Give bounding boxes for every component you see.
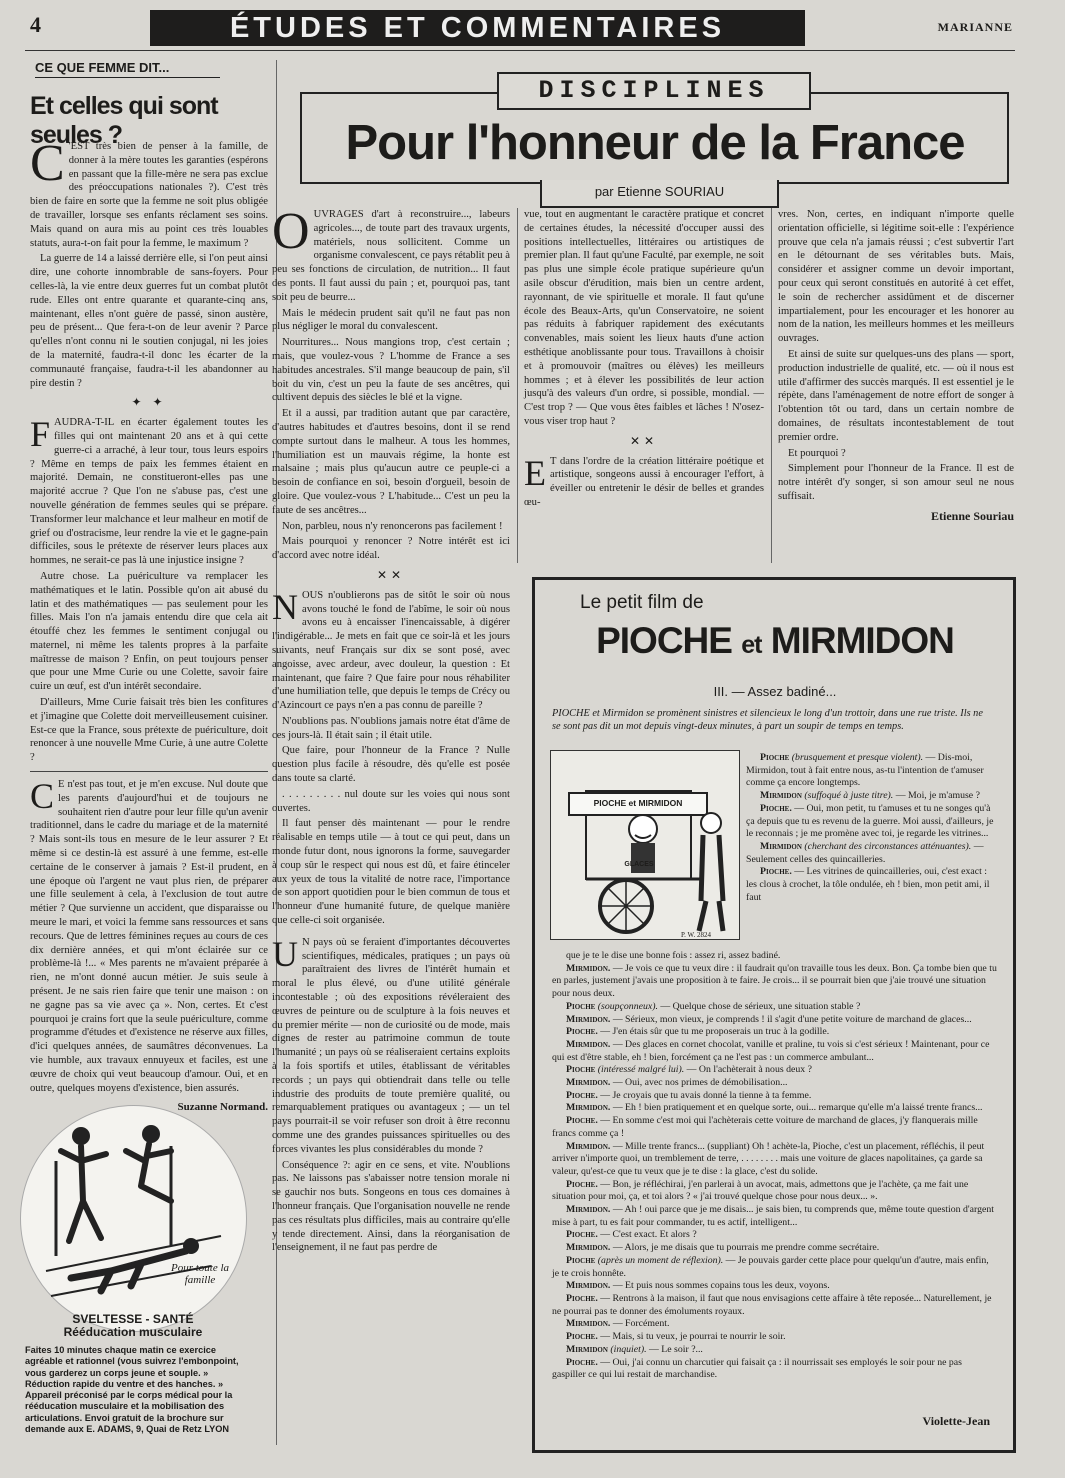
- paragraph: Et pourquoi ?: [788, 447, 846, 459]
- dialogue-line: [746, 841, 998, 866]
- film-title-mirmidon: MIRMIDON: [770, 620, 954, 661]
- dialogue-text: — Quelque chose de sérieux, une situation stable ?: [660, 1000, 861, 1012]
- dialogue-line: [552, 1229, 998, 1242]
- dialogue-text: — Alors, je me disais que tu pourrais me prendre comme secrétaire.: [612, 1242, 880, 1254]
- speaker-name: Mirmidon.: [566, 1038, 613, 1050]
- section-separator: ✕✕: [376, 567, 406, 582]
- speaker-name: Mirmidon.: [566, 1204, 613, 1216]
- dialogue-line: [552, 1115, 998, 1140]
- paragraph: E n'est pas tout, et je m'en excuse. Nul doute que les parents d'aujourd'hui et de toujours ne souhaitent rien d'autre pour leur fille qu'un avenir traditionnel, dans le cadre du mariage et de la maternité ? Mais sont-ils tous en mesure de le leur assurer ? Et même si ce destin-là est assuré à une femme, est-elle certaine de le conserver à jamais ? Est-il prudent, en une époque où l'argent ne vaut plus rien, de préparer une fille seulement à cela, à l'exclusion de tout autre métier ? Que survienne un accident, que disparaisse ou meure le mari, et voici la femme sans ressources et sans recours. Que de lettres féminines reçues au cours de ces dix dernière années, et qui m'ont éclairée sur ce problème-là !... « Mes parents ne m'avaient préparée à rien, ne m'ont donné aucun métier. Je suis seule à présent. Je ne sais rien faire que tenir une maison : on ne gagne pas sa vie avec ça ». Non, certes. Et c'est pourquoi je crains fort que la seule puériculture, comme programme d'études et d'existence ne réserve aux filles, d'ici quelques années, de saumâtres déconvenues. La vie humble, aux travaux ennuyeux et faciles, est une œuvre de choix qui veut beaucoup d'amour. Oui, et en outre, quelques moyens d'existence, bien assurés.: [30, 779, 268, 1094]
- speaker-name: Mirmidon.: [566, 1077, 613, 1089]
- section-stars: ✦ ✦: [131, 395, 167, 410]
- dialogue-line: [552, 1102, 998, 1115]
- dialogue-line: [746, 866, 998, 904]
- paragraph: OUS n'oublierons pas de sitôt le soir où nous avons touché le fond de l'abîme, le soir où nous avons eu à encaisser l'inencaissable, à digérer l'indigérable... Je mets en fait que ce soir-là et les jours suivants, neuf Français sur dix se sont posé, avec angoisse, avec ardeur, avec douleur, la question : Et maintenant, que faire ? Que faire pour nous réhabiliter d'une humiliation telle, que depuis le temps de Crécy ou d'Azincourt ce pays n'en a pas connu de pareille ?: [272, 589, 510, 712]
- section-banner: ÉTUDES ET COMMENTAIRES: [150, 10, 805, 46]
- left-title: Et celles qui sont seules ?: [30, 92, 218, 149]
- paragraph: Que faire, pour l'honneur de la France ? Nulle question plus facile à résoudre, dès qu'elle est posée dans toute sa clarté.: [272, 745, 510, 785]
- paragraph: vue, tout en augmentant le caractère pratique et concret de certaines études, la nécessité d'occuper aussi des positions intellectuelles, littéraires ou artistiques de premier plan. Il faut qu'une Faculté, par exemple, ne soit pas plus une simple école pratique supérieure qu'un asile obscur d'érudition, mais bien un centre ardent, rayonnant, de vie spirituelle et morale. Il faut qu'une école des Beaux-Arts, qu'un Conservatoire, ne soient pas réduits à fabriquer rapidement des exécutants convenables, mais soient les lieux hauts d'une action esthétique anoblissante pour tous. Travaillons à choisir et à promouvoir (maîtres ou élèves) les meilleurs hommes ; et à élever les possibilités de leur action jusqu'à des valeurs d'un ordre, si possible, mondial. — C'est trop ? — Que vous êtes faibles et lâches ! N'osez-vous viser trop haut ?: [524, 209, 764, 427]
- speaker-name: Mirmidon: [760, 790, 805, 802]
- dialogue-line: [552, 1204, 998, 1229]
- speaker-name: Pioche.: [566, 1178, 601, 1190]
- dialogue-text: — Je pouvais garder cette place pour quelqu'un d'autre, mais enfin, je te crois honnête.: [552, 1254, 989, 1279]
- page-number: 4: [30, 12, 41, 37]
- paragraph: Mais pourquoi y renoncer ? Notre intérêt est ici d'accord avec notre idéal.: [272, 536, 510, 562]
- paragraph: Conséquence ?: agir en ce sens, et vite. N'oublions pas. Ne laissons pas s'abaisser notre tension morale ni se gauchir nos buts. Songeons en tous ces domaines à l'honneur français. Que l'organisation nouvelle ne rende pas ces résultats plus difficiles, mais au contraire qu'elle y tende directement. Ainsi, dans la réorganisation de l'enseignement, il ne faut pas perdre de: [272, 1159, 510, 1254]
- dialogue-text: — Mille trente francs... (suppliant) Oh ! achète-la, Pioche, c'est un placement, réfléchis, il peut arriver n'importe quoi, un tremblement de terre, . . . . . . . . mais une voiture de glaces napolitaines, ça garde sa valeur, qu'est-ce que tu veux que je te dise : la glace, c'est du solide.: [552, 1140, 985, 1177]
- left-signature: Suzanne Normand.: [177, 1101, 268, 1114]
- dialogue-text: — Ah ! oui parce que je me disais... je sais bien, tu comprends que, même toute question d'argent mise à part, tu es fait pour commander, tu es actif, intelligent...: [552, 1204, 994, 1228]
- film-title-et: et: [741, 631, 762, 659]
- dialogue-line: [552, 963, 998, 1001]
- paragraph: Mais le médecin prudent sait qu'il ne faut pas non plus négliger le moral du convalescent.: [272, 307, 510, 333]
- dialogue-text: — En somme c'est moi qui l'achèterais cette voiture de marchand de glaces, j'y flanquerais mille francs comme ça !: [552, 1115, 978, 1139]
- dialogue-text: — Forcément.: [612, 1318, 670, 1330]
- drop-cap: F: [30, 414, 51, 455]
- dialogue-text: — Rentrons à la maison, il faut que nous envisagions cette affaire à tête reposée... Naturellement, je ne pourrai pas te donner des émoluments royaux.: [552, 1292, 992, 1317]
- dialogue-line: [552, 1357, 998, 1382]
- dialogue-line: [552, 1280, 998, 1293]
- speaker-name: Mirmidon: [760, 840, 805, 852]
- speaker-name: Mirmidon.: [566, 1318, 613, 1330]
- speaker-name: Pioche.: [566, 1115, 601, 1127]
- speaker-name: Mirmidon.: [566, 1102, 613, 1114]
- cart-sign: PIOCHE et MIRMIDON: [593, 798, 683, 808]
- dialogue-text: — Et puis nous sommes copains tous les deux, voyons.: [612, 1280, 830, 1292]
- article-column-2: [524, 208, 764, 563]
- paragraph: D'ailleurs, Mme Curie faisait très bien les confitures et j'imagine que Colette doit merveilleusement cuisiner. Est-ce que la France, sous prétexte de puériculture, doit renoncer à une nouvelle Mme Curie, à une autre Colette ?: [30, 697, 268, 764]
- dialogue-line: [552, 1001, 998, 1014]
- byline: par Etienne SOURIAU: [540, 180, 779, 208]
- stage-direction: (cherchant des circonstances atténuantes).: [804, 840, 974, 852]
- dialogue-text: — J'en étais sûr que tu me proposerais un truc à la godille.: [600, 1026, 830, 1038]
- stage-direction: (suffoqué à juste titre).: [804, 790, 896, 802]
- rubric: DISCIPLINES: [497, 72, 811, 110]
- speaker-name: Mirmidon: [566, 1343, 611, 1355]
- paragraph: UVRAGES d'art à reconstruire..., labeurs agricoles..., de toute part des travaux urgents, matériels, nous sollicitent. Comme un organisme convalescent, ce pays rétablit peu à peu ses fonctions de circulation, de nutrition... Il faut des ponts. Il faut aussi du pain ; et, pourquoi pas, tant soit peu de beurre...: [272, 209, 510, 303]
- film-dialogue: [552, 950, 998, 1410]
- film-episode: III. — Assez badiné...: [713, 684, 837, 699]
- film-title: [555, 620, 995, 662]
- film-dialogue-side: [746, 752, 998, 948]
- ad-title: SVELTESSE - SANTÉ: [72, 1312, 194, 1326]
- speaker-name: Pioche.: [566, 1229, 601, 1241]
- paragraph: Nourritures... Nous mangions trop, c'est certain ; mais, que voulez-vous ? L'homme de France a ses habitudes ancestrales. S'il mange beaucoup de pain, s'il boit du vin, c'est un peu la faute de ses ancêtres, qui cultivent depuis des siècles le blé et la vigne.: [272, 337, 510, 404]
- paragraph: AUDRA-T-IL en écarter également toutes les filles qui ont maintenant 20 ans et à qui cette guerre-ci a arraché, à leur tour, tous leurs espoirs ? Même en temps de paix les femmes étaient en majorité. Demain, ne constitueront-elles pas une majorité accrue ? Que l'on ne s'abuse pas, c'est une nouvelle génération de femmes seules qui se prépare. Transformer leur malchance et leur malheur en motif de grief ou d'ostracisme, leur rendre la vie et le gagne-pain difficiles, sous le prétexte de réserver leurs places aux hommes, ne serait-ce pas là une injustice insigne ?: [30, 417, 268, 567]
- dialogue-text: — Sérieux, mon vieux, je comprends ! il s'agit d'une petite voiture de marchand de glaces...: [612, 1013, 972, 1025]
- ice-cream-cart-icon: [551, 751, 739, 939]
- stage-direction: (intéressé malgré lui).: [597, 1064, 687, 1076]
- speaker-name: Pioche: [566, 1064, 598, 1076]
- stage-direction: (après un moment de réflexion).: [597, 1254, 726, 1266]
- dialogue-text: — Les vitrines de quincailleries, oui, c'est exact : les clous à crochet, la tôle ondulée, eh ! bien, mon petit ami, il faut: [746, 866, 990, 903]
- dialogue-text: que je te le dise une bonne fois : assez ri, assez badiné.: [566, 950, 781, 961]
- paragraph: Non, parbleu, nous n'y renoncerons pas facilement !: [282, 520, 503, 532]
- article-signature: Etienne Souriau: [930, 508, 1014, 523]
- cart-side-label: GLACES: [624, 861, 654, 868]
- dialogue-line: [552, 1344, 998, 1357]
- speaker-name: Pioche.: [760, 802, 795, 814]
- speaker-name: Mirmidon.: [566, 1140, 613, 1152]
- left-article-body: [30, 135, 268, 1114]
- paragraph: Il faut penser dès maintenant — pour le rendre réalisable en temps utile — à tout ce qui peut, dans un monde futur dont, nous ignorons la forme, sauvegarder à coup sûr le respect qui nous est dû, et faire étinceler aux yeux de tous la vitalité de notre race, l'importance de son apport quotidien pour le bien commun de tous et l'honneur d'une humanité future, de quelque manière que celle-ci soit organisée.: [272, 818, 510, 927]
- speaker-name: Pioche.: [566, 1331, 601, 1343]
- dialogue-text: — Seulement celles des quincailleries.: [746, 840, 984, 865]
- dialogue-text: — Bon, je réfléchirai, j'en parlerai à un avocat, mais, admettons que je l'achète, ça me fait une situation pour moi, ça, et toi alors ? « j'ai trouvé quelque chose pour nous deux... ».: [552, 1178, 969, 1203]
- exercise-illustration-icon: [21, 1106, 246, 1331]
- paragraph: T dans l'ordre de la création littéraire poétique et artistique, songeons aussi à encourager l'effort, à éveiller ou entretenir le désir de belles et grandes œu-: [524, 455, 764, 508]
- speaker-name: Mirmidon.: [566, 962, 613, 974]
- left-kicker: CE QUE FEMME DIT...: [35, 60, 220, 78]
- speaker-name: Pioche: [566, 1000, 598, 1012]
- ad-subtitle: Rééducation musculaire: [63, 1325, 203, 1339]
- dialogue-line: [746, 752, 998, 790]
- dialogue-text: — Oui, avec nos primes de démobilisation...: [612, 1077, 788, 1089]
- dialogue-text: — On l'achèterait à nous deux ?: [686, 1064, 812, 1076]
- dialogue-line: [552, 1014, 998, 1027]
- dialogue-text: — Je croyais que tu avais donné la tienne à ta femme.: [600, 1089, 812, 1101]
- speaker-name: Pioche.: [566, 1026, 601, 1038]
- drop-cap: O: [272, 203, 310, 260]
- drop-cap: C: [30, 776, 55, 817]
- stage-direction: (soupçonneux).: [597, 1000, 661, 1012]
- speaker-name: Pioche.: [566, 1292, 601, 1304]
- dialogue-line: [552, 1026, 998, 1039]
- dialogue-line: [552, 950, 998, 963]
- paragraph: La guerre de 14 a laissé derrière elle, si l'on peut ainsi dire, une cohorte innombrable de sans-foyers. Pour celles-là, la vie entre deux guerres fut un combat plutôt rude. Elles ont entre quarante et quarante-cinq ans, maintenant, elles n'ont guère de passé, sinon austère, peu de présent... Que fera-t-on de leur avenir ? Parce qu'elles n'ont connu ni le soutien conjugal, ni les joies de la maternité, faudra-t-il donc les écarter de la communauté française, faudra-t-il les abandonner au pire destin ?: [30, 253, 268, 389]
- dialogue-text: — Dis-moi, Mirmidon, tout à fait entre nous, as-tu l'intention de t'amuser comme ça encore longtemps.: [746, 752, 984, 789]
- photo-credit: P. W. 2824: [681, 931, 711, 939]
- dialogue-text: — Eh ! bien pratiquement et en quelque sorte, oui... remarque qu'elle m'a laissé trente francs...: [612, 1102, 983, 1114]
- dialogue-line: [552, 1318, 998, 1331]
- masthead: MARIANNE: [937, 20, 1013, 34]
- dialogue-text: — C'est exact. Et alors ?: [600, 1229, 697, 1241]
- dialogue-line: [552, 1331, 998, 1344]
- dialogue-text: — Je vois ce que tu veux dire : il faudrait qu'on travaille tous les deux. Bon. Ça tombe bien que tu en parles, justement j'avais une proposition à te faire. Je crois... il se pourrait bien que j'aie trouvé une situation pour nous deux.: [552, 962, 997, 1000]
- article-title: Pour l'honneur de la France: [345, 116, 965, 170]
- dialogue-text: — Mais, si tu veux, je pourrai te nourrir le soir.: [600, 1331, 786, 1343]
- drop-cap: U: [272, 933, 298, 974]
- dialogue-text: — Le soir ?...: [649, 1343, 703, 1355]
- dialogue-line: [552, 1242, 998, 1255]
- dialogue-line: [746, 803, 998, 841]
- speaker-name: Pioche.: [760, 866, 795, 878]
- paragraph: Autre chose. La puériculture va remplacer les mathématiques et le latin. Possible qu'on ait abusé du latin et des mathématiques — pas seulement pour les filles. Mais l'on n'a jamais entendu dire que cela ait étouffé chez les femmes le sentiment conjugal ou maternel, ni même les talents propres à la parfaite maîtresse de maison ? Enfin, on peut toujours penser que pour une Mme Curie ou une Colette, savoir faire cuire un œuf, est d'un intérêt secondaire.: [30, 570, 268, 693]
- drop-cap: C: [30, 135, 65, 192]
- dialogue-text: — Des glaces en cornet chocolat, vanille et praline, tu vois si c'est sérieux ! Maintenant, pour ce qui est d'être stable, eh ! bien, forcément ça ne l'est pas : un commerce ambulant...: [552, 1038, 990, 1063]
- speaker-name: Pioche.: [566, 1089, 601, 1101]
- paragraph: N pays où se feraient d'importantes découvertes scientifiques, médicales, pratiques ; un pays où paraîtraient des livres de l'intérêt humain et moral le plus élevé, ou d'une utilité générale incontestable ; où des expositions révéleraient des œuvres de peinture ou de sculpture à la fois neuves et du premier mérite — non de curiosité ou de mode, mais dignes de rester au patrimoine commun de toute l'humanité ; un pays où se réaliseraient certains exploits à la fois sportifs et utiles, établissant de véritables records ; un pays qui obtiendrait dans telle ou telle industrie des produits de toute première qualité, ou remarquablement pratiques ou avantageux ; — un tel pays pourrait-il se voir refuser son droit à être reconnu comme une des grandes puissances spirituelles ou des forces vivantes les plus considérables du monde ?: [272, 936, 510, 1155]
- ad-body: Faites 10 minutes chaque matin ce exercice agréable et rationnel (vous suivrez l'embonpoint, vous garderez un corps jeune et souple. » Réduction rapide du ventre et des hanches. » Appareil préconisé par le corps médical pour la rééducation musculaire et la mobilisation des articulations. Envoi gratuit de la brochure sur demande aux E. ADAMS, 9, Quai de Retz LYON: [25, 1345, 239, 1435]
- film-intro: PIOCHE et Mirmidon se promènent sinistres et silencieux le long d'un trottoir, dans une rue triste. Ils ne se sont pas dit un mot depuis vingt-deux minutes, à part un soupir de temps en temps.: [552, 708, 983, 732]
- stage-direction: (inquiet).: [610, 1343, 650, 1355]
- speaker-name: Pioche.: [566, 1356, 601, 1368]
- film-signature: Violette-Jean: [922, 1414, 990, 1428]
- article-column-3: [778, 208, 1014, 568]
- paragraph: vres. Non, certes, en indiquant n'importe quelle orientation officielle, si légitime soit-elle : l'expérience prouve que cela n'a jamais réussi ; c'est subvertir l'art en le détournant de ses véritables buts. Mais, considérer et assigner comme un devoir important, pour ceux qui seront constitués en autorité à cet effet, le soin de rechercher assidûment et de discerner impartialement, pour les encourager et les honorer au nom de la nation, les meilleurs hommes et les meilleurs ouvrages.: [778, 209, 1014, 345]
- column-divider: [771, 208, 772, 563]
- dialogue-text: — Oui, j'ai connu un charcutier qui faisait ça : il nourrissait ses employés le soir pour ne pas gaspiller ce qui lui restait de marchandise.: [552, 1356, 962, 1381]
- speaker-name: Mirmidon.: [566, 1013, 613, 1025]
- speaker-name: Mirmidon.: [566, 1280, 613, 1292]
- paragraph: Simplement pour l'honneur de la France. Il est de notre intérêt d'y songer, si son amour seul ne nous suffisait.: [778, 463, 1014, 502]
- speaker-name: Pioche: [760, 752, 792, 763]
- drop-cap: N: [272, 586, 298, 627]
- paragraph: Et il a aussi, par tradition autant que par caractère, d'autres habitudes et d'autres besoins, dont il se rend compte surtout dans le malheur. A tous les hommes, l'humiliation est un mauvais régime, la honte est malsaine ; mais plus qu'aucun autre ce peuple-ci a besoin de confiance en soi, besoin d'orgueil, besoin de gloire. Que voulez-vous ? L'habitude... C'est un peu la faute de ses ancêtres...: [272, 408, 510, 516]
- dialogue-text: — Oui, mon petit, tu t'amuses et tu ne songes qu'à ça depuis que tu es revenu de la guerre. Moi aussi, d'ailleurs, je le reconnais ; je me promène avec toi, je regarde les vitrines...: [746, 802, 994, 840]
- speaker-name: Mirmidon.: [566, 1242, 613, 1254]
- paragraph: Et ainsi de suite sur quelques-uns des plans — sport, production industrielle de qualité, etc. — où il nous est utile d'affirmer des succès marqués. Il est essentiel je le répète, dans l'aménagement de notre effort de songer à l'obtention tôt ou tard, dans un certain nombre de domaines, de résultats incontestablement de tout premier ordre.: [778, 348, 1014, 443]
- dialogue-text: — Moi, je m'amuse ?: [895, 790, 980, 802]
- drop-cap: E: [524, 452, 546, 493]
- header-rule: [25, 50, 1015, 51]
- paragraph: . . . . . . . . . nul doute sur les voies qui nous sont ouvertes.: [272, 788, 510, 814]
- dialogue-line: [552, 1141, 998, 1179]
- ad-tagline: Pour toute la famille: [170, 1262, 230, 1286]
- paragraph: N'oublions pas. N'oublions jamais notre état d'âme de ces jours-là. Il était sain ; il était utile.: [272, 715, 510, 741]
- dialogue-line: [552, 1077, 998, 1090]
- speaker-name: Pioche: [566, 1254, 598, 1266]
- dialogue-line: [746, 790, 998, 803]
- film-title-pioche: PIOCHE: [596, 620, 732, 661]
- section-separator: ✕✕: [629, 433, 659, 448]
- column-divider: [517, 208, 518, 563]
- article-column-1: [272, 203, 510, 1463]
- dialogue-line: [552, 1064, 998, 1077]
- paragraph: 'EST très bien de penser à la famille, de donner à la mère toutes les garanties (espérons en passant que la fille-mère ne sera pas exclue des préoccupations nationales ?). C'est très bien de faire en sorte que la femme ne soit plus obligée de travailler, lorsque ses enfants réclament ses soins. Mais quand on aura mis au point ces très louables statuts, aura-t-on fait pour la femme, le maximum ?: [30, 141, 268, 249]
- film-heading: Le petit film de: [580, 592, 704, 613]
- stage-direction: (brusquement et presque violent).: [791, 752, 926, 763]
- dialogue-line: [552, 1255, 998, 1280]
- dialogue-line: [552, 1039, 998, 1064]
- dialogue-line: [552, 1179, 998, 1204]
- dialogue-line: [552, 1293, 998, 1318]
- cart-illustration: [550, 750, 740, 940]
- dialogue-line: [552, 1090, 998, 1103]
- ad-illustration: [20, 1105, 247, 1332]
